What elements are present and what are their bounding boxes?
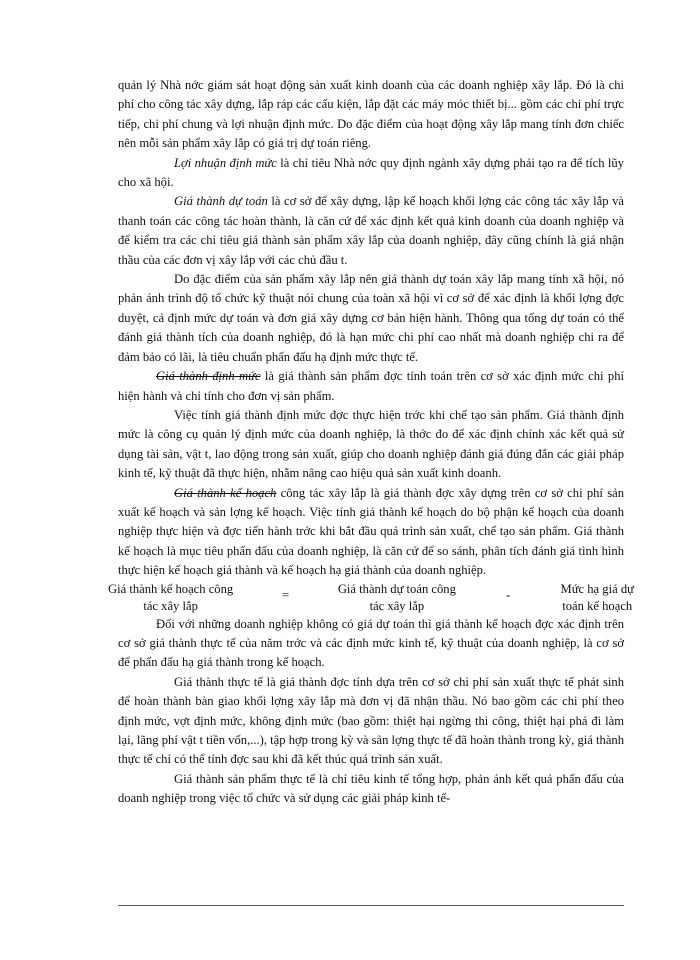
formula-middle-line-1: Giá thành dự toán công	[337, 581, 456, 596]
paragraph-1: quản lý Nhà nớc giám sát hoạt động sản xuất kinh doanh của các doanh nghiệp xây lắp. Đó là chi phí cho công tác xây dựng, lắp ráp các cấu kiện, lắp đặt các máy móc thiết bị... gồm các chi phí trực tiếp, chi phí chung và lợi nhuận định mức. Do đặc điểm của hoạt động xây lắp mang tính đơn chiếc nên mỗi sản phẩm xây lắp có giá trị dự toán riêng.	[118, 78, 624, 151]
paragraph-10: Giá thành sản phẩm thực tế là chỉ tiêu kinh tế tổng hợp, phản ánh kết quả phấn đấu của doanh nghiệp trong việc tổ chức và sử dụng các giải pháp kinh tế-	[118, 771, 624, 806]
term-gia-thanh-ke-hoach: Giá thành kế hoạch	[174, 485, 277, 500]
formula-right-line-2: toán kế hoạch	[562, 598, 633, 613]
page-body	[108, 76, 634, 809]
formula-right-term	[561, 581, 634, 615]
paragraph-6: Việc tính giá thành định mức đợc thực hiện trớc khi chế tạo sản phẩm. Giá thành định mức là công cụ quản lý định mức của doanh nghiệp, là thớc đo để xác định chính xác kết quả sử dụng tài sản, vật t, lao động trong sản xuất, giúp cho doanh nghiệp đánh giá đúng đắn các giải pháp kinh tế, kỹ thuật đã thực hiện, nhằm nâng cao hiệu quả sản xuất kinh doanh.	[118, 407, 624, 481]
paragraph-2	[118, 154, 624, 193]
cost-formula	[108, 581, 634, 615]
paragraph-7-text: công tác xây lắp là giá thành đợc xây dựng trên cơ sở chi phí sản xuất kế hoạch và sản lợng kế hoạch. Việc tính giá thành kế hoạch do bộ phận kế hoạch của doanh nghiệp thực hiện và đợc tiến hành trớc khi bắt đầu quá trình sản xuất, chế tạo sản phẩm. Giá thành kế hoạch là mục tiêu phấn đấu của doanh nghiệp, là căn cứ để so sánh, phân tích đánh giá tình hình thực hiện kế hoạch giá thành và kế hoạch hạ giá thành của doanh nghiệp.	[118, 485, 624, 578]
term-loi-nhuan-dinh-muc: Lợi nhuận định mức	[174, 155, 277, 170]
paragraph-4: Do đặc điểm của sản phẩm xây lắp nên giá thành dự toán xây lắp mang tính xã hội, nó phản ánh trình độ tổ chức kỹ thuật nói chung của toàn xã hội vì cơ sở để xác định là khối lợng đợc duyệt, cả định mức dự toán và đơn giá xây dựng cơ bản hiện hành. Thông qua tổng dự toán có thể đánh giá thành tích của doanh nghiệp, đó là hạn mức chi phí cao nhất mà doanh nghiệp chi ra để đảm bảo có lãi, là tiêu chuẩn phấn đấu hạ định mức thực tế.	[118, 272, 624, 364]
paragraph-9: Giá thành thực tế là giá thành đợc tính dựa trên cơ sở chi phí sản xuất thực tế phát sinh để hoàn thành bàn giao khối lợng xây lắp mà đơn vị đã nhận thầu. Nó bao gồm các chi phí theo định mức, vợt định mức, không định mức (bao gồm: thiệt hại ngừng thi công, thiệt hại phá đi làm lại, lãng phí vật t tiền vốn,...), tập hợp trong kỳ và sản lợng thực tế đã hoàn thành trong kỳ, giá thành thực tế chỉ có thể tính đợc sau khi đã kết thúc quá trình sản xuất.	[118, 674, 624, 767]
term-gia-thanh-dinh-muc: Giá thành định mức	[156, 369, 261, 384]
paragraph-3	[118, 192, 624, 270]
paragraph-5	[118, 367, 624, 406]
formula-middle-line-2: tác xây lắp	[369, 598, 425, 613]
term-gia-thanh-du-toan: Giá thành dự toán	[174, 194, 268, 209]
formula-minus-sign: -	[506, 587, 511, 602]
paragraph-7	[118, 484, 624, 581]
paragraph-2-text: là chỉ tiêu Nhà nớc quy định ngành xây dựng phải tạo ra để tích lũy cho xã hội.	[118, 155, 624, 190]
footer-divider	[118, 905, 624, 906]
paragraph-3-text: là cơ sở để xây dựng, lập kế hoạch khối lợng các công tác xây lắp và thanh toán các công tác hoàn thành, là căn cứ để xác định kết quả kinh doanh của doanh nghiệp và để kiểm tra các chỉ tiêu giá thành sản phẩm xây lắp của doanh nghiệp, đây cũng chính là giá nhận thầu của các đơn vị xây lắp với các chủ đầu t.	[118, 194, 624, 267]
formula-left-line-2: tác xây lắp	[143, 598, 198, 613]
formula-right-line-1: Mức hạ giá dự	[560, 581, 634, 596]
formula-equals-sign: =	[281, 587, 290, 602]
paragraph-5-text: là giá thành sản phẩm đợc tính toán trên cơ sở xác định mức chi phí hiện hành và chỉ tính cho đơn vị sản phẩm.	[118, 369, 624, 403]
formula-left-term	[108, 581, 233, 615]
formula-middle-term	[338, 581, 456, 615]
paragraph-8: Đối với những doanh nghiệp không có giá dự toán thì giá thành kế hoạch đợc xác định trên cơ sở giá thành thực tế của năm trớc và các định mức kinh tế, kỹ thuật của doanh nghiệp, là cơ sở để phấn đấu hạ giá thành trong kế hoạch.	[118, 616, 624, 670]
formula-left-line-1: Giá thành kế hoạch công	[108, 581, 234, 596]
